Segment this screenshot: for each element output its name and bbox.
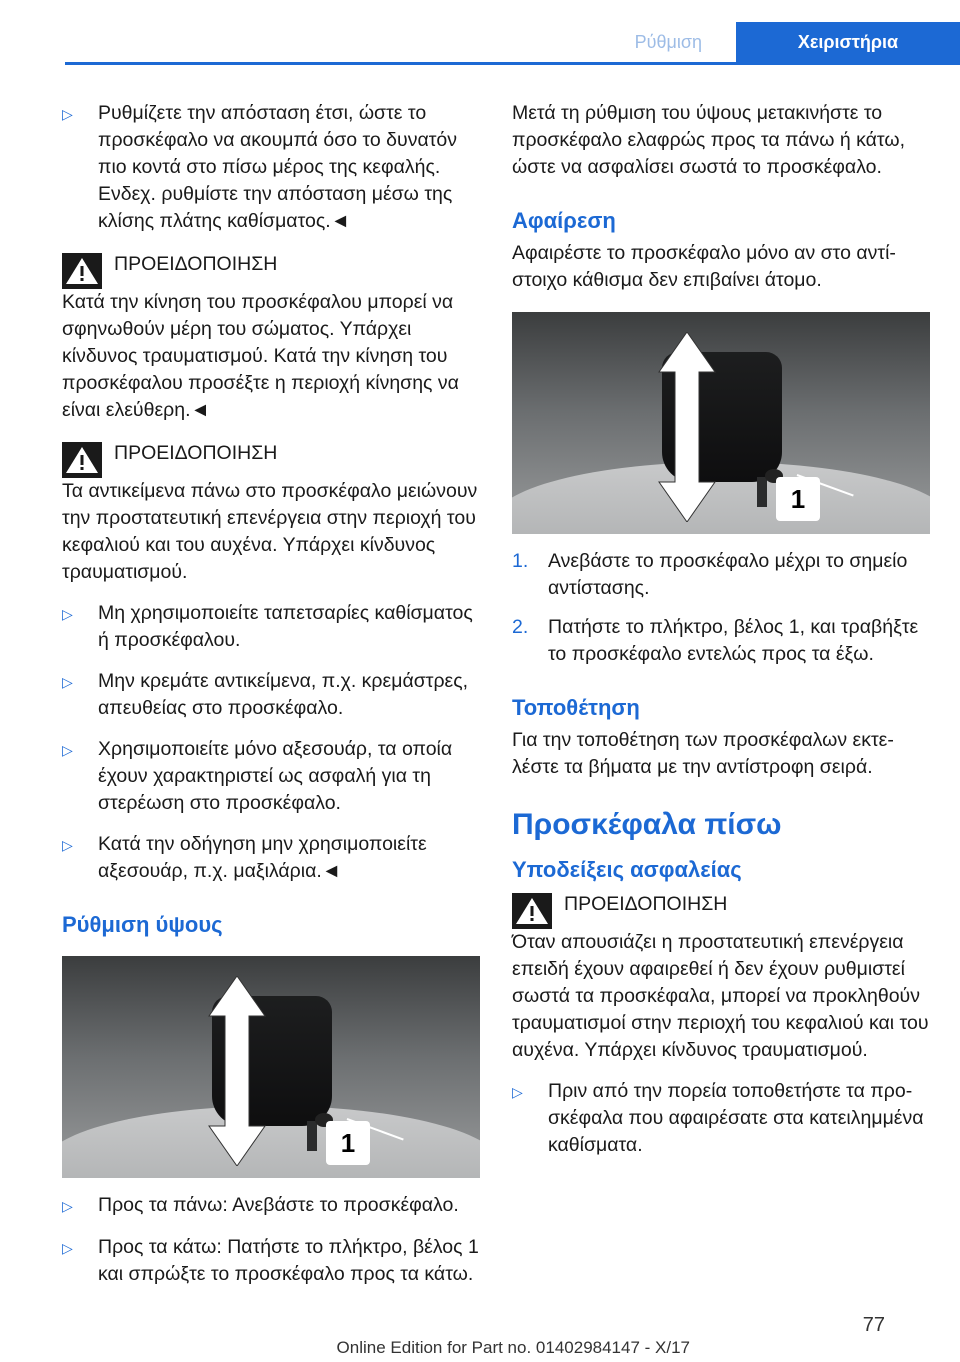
- callout-label: 1: [776, 477, 820, 521]
- warning-block: [62, 251, 480, 424]
- up-down-arrow-icon: [207, 976, 267, 1166]
- page-number: 77: [862, 1314, 885, 1336]
- headrest-remove-photo: [512, 312, 930, 534]
- header-section: Ρύθμιση: [634, 32, 702, 52]
- warning-icon: [62, 253, 102, 289]
- triangle-bullet-icon: ▷: [62, 1240, 73, 1256]
- section-heading: Υποδείξεις ασφαλείας: [512, 857, 742, 882]
- list-item: 1. Ανεβάστε το προσκέφαλο μέχρι το σημείο αντίστασης.: [512, 550, 908, 599]
- list-item: ▷ Προς τα πάνω: Ανεβάστε το προσκέφαλο.: [62, 1192, 480, 1220]
- paragraph: Μετά τη ρύθμιση του ύψους μετακινήστε το προσκέφαλο ελαφρώς προς τα πάνω ή κάτω, ώστε να ασφαλίσει σωστά το προσκέφαλο.: [512, 102, 905, 178]
- warning-title: ΠΡΟΕΙΔΟΠΟΙΗΣΗ: [114, 253, 278, 275]
- section-heading: Τοποθέτηση: [512, 695, 640, 720]
- triangle-bullet-icon: ▷: [62, 1198, 73, 1214]
- warning-icon: [512, 893, 552, 929]
- section-heading: Αφαίρεση: [512, 208, 616, 233]
- list-item: 2. Πατήστε το πλήκτρο, βέλος 1, και τραβήξτε το προσκέφαλο εντελώς προς τα έξω.: [512, 616, 919, 665]
- paragraph: Αφαιρέστε το προσκέφαλο μόνο αν στο αντίστοιχο κάθισμα δεν επιβαίνει άτομο.: [512, 242, 896, 291]
- headrest-height-photo: [62, 956, 480, 1178]
- list-item: ▷ Μην κρεμάτε αντικείμενα, π.χ. κρεμάστρες, απευθείας στο προσκέφαλο.: [62, 668, 480, 722]
- edition-text: Online Edition for Part no. 01402984147 - X/17: [336, 1338, 690, 1357]
- list-item: ▷ Χρησιμοποιείτε μόνο αξεσουάρ, τα οποία έχουν χαρακτηριστεί ως ασφαλή για τη στερέωση στο προσκέφαλο.: [62, 736, 480, 817]
- paragraph: Για την τοποθέτηση των προσκέφαλων εκτελέστε τα βήματα με την αντίστροφη σειρά.: [512, 729, 894, 778]
- triangle-bullet-icon: ▷: [62, 674, 73, 690]
- header-rule: [65, 62, 960, 65]
- triangle-bullet-icon: ▷: [62, 106, 73, 122]
- warning-block: [62, 440, 480, 586]
- warning-text: Όταν απουσιάζει η προστατευτική επενέργεια επειδή έχουν αφαιρεθεί ή δεν έχουν ρυθμιστεί σωστά τα προσκέφαλα, μπορεί να προκληθούν τραυματισμοί στην περιοχή του κεφαλιού και του αυχένα. Υπάρχει κίνδυνος τραυματισμού.: [512, 931, 929, 1061]
- triangle-bullet-icon: ▷: [512, 1084, 523, 1100]
- list-item: ▷ Ρυθμίζετε την απόσταση έτσι, ώστε το προσκέφαλο να ακουμπά όσο το δυνατόν πιο κοντά στο πίσω μέρος της κεφαλής. Ενδεχ. ρυθμίστε την απόσταση μέσω της κλίσης πλάτης καθίσματος.◄: [62, 100, 480, 235]
- section-heading: Ρύθμιση ύψους: [62, 912, 223, 937]
- list-item: ▷ Πριν από την πορεία τοποθετήστε τα προσκέφαλα που αφαιρέσατε στα κατειλημμένα καθίσματα.: [512, 1078, 930, 1159]
- list-item: ▷ Προς τα κάτω: Πατήστε το πλήκτρο, βέλος 1 και σπρώξτε το προσκέφαλο προς τα κάτω.: [62, 1234, 480, 1288]
- warning-block: [512, 891, 930, 1064]
- warning-title: ΠΡΟΕΙΔΟΠΟΙΗΣΗ: [564, 893, 728, 915]
- warning-text: Τα αντικείμενα πάνω στο προσκέφαλο μειώνουν την προστατευτική επενέργεια στην περιοχή του κεφαλιού και του αυχένα. Υπάρχει κίνδυνος τραυματισμού.: [62, 480, 478, 583]
- warning-title: ΠΡΟΕΙΔΟΠΟΙΗΣΗ: [114, 442, 278, 464]
- triangle-bullet-icon: ▷: [62, 837, 73, 853]
- page-header: [0, 22, 960, 62]
- warning-text: Κατά την κίνηση του προσκέφαλου μπορεί να σφηνωθούν μέρη του σώματος. Υπάρχει κίνδυνος τραυματισμού. Κατά την κίνηση του προσκέφαλου προσέξτε η περιοχή κίνησης να είναι ελεύθερη.◄: [62, 291, 459, 421]
- up-down-arrow-icon: [657, 332, 717, 522]
- header-chapter-tab: Χειριστήρια: [736, 22, 960, 62]
- left-column: [62, 100, 480, 1302]
- warning-icon: [62, 442, 102, 478]
- chapter-heading: Προσκέφαλα πίσω: [512, 808, 782, 841]
- callout-label: 1: [326, 1121, 370, 1165]
- triangle-bullet-icon: ▷: [62, 606, 73, 622]
- right-column: [512, 100, 930, 1173]
- list-item: ▷ Κατά την οδήγηση μην χρησιμοποιείτε αξεσουάρ, π.χ. μαξιλάρια.◄: [62, 831, 480, 885]
- list-item: ▷ Μη χρησιμοποιείτε ταπετσαρίες καθίσματος ή προσκέφαλου.: [62, 600, 480, 654]
- triangle-bullet-icon: ▷: [62, 742, 73, 758]
